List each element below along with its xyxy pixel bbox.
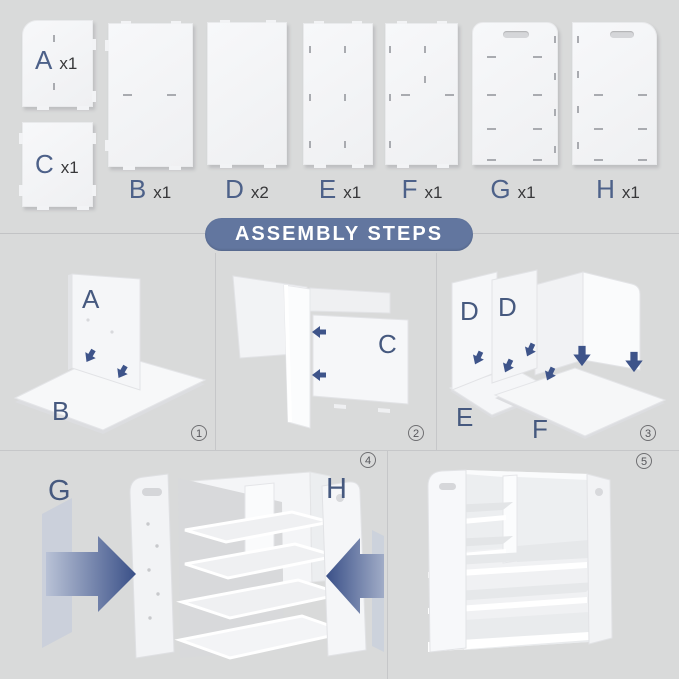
slot-mark: [53, 35, 55, 42]
slot-mark: [309, 46, 311, 53]
slot-mark: [401, 94, 410, 96]
panel-tab: [397, 21, 407, 24]
part-label-b: [129, 176, 171, 202]
panel-tab: [314, 21, 324, 24]
step-number-text: 3: [644, 428, 652, 440]
step-part-letter: E: [456, 402, 474, 432]
corner-assembly-drawing: [535, 272, 640, 375]
part-panel-h: [572, 22, 657, 165]
part-panel-f: [385, 23, 458, 165]
step4-illustration: [30, 452, 384, 679]
part-label-e: [319, 176, 361, 202]
panel-tab: [37, 106, 49, 110]
step-part-letter: A: [82, 284, 100, 314]
step-part-letter: B: [52, 396, 70, 426]
slot-mark: [123, 94, 132, 96]
part-qty: x1: [517, 183, 536, 202]
part-letter: C: [35, 149, 54, 179]
panel-tab: [397, 164, 409, 168]
part-qty: x1: [424, 183, 443, 202]
slot-mark: [594, 94, 603, 96]
step3-illustration: [438, 258, 679, 448]
part-letter: E: [318, 174, 337, 204]
part-label-h: [596, 176, 640, 202]
step-number-text: 4: [364, 455, 372, 467]
part-letter: A: [35, 45, 53, 75]
step-part-letter: D: [460, 296, 479, 326]
slot-mark: [577, 36, 579, 43]
part-panel-g: [472, 22, 558, 165]
grid-divider: [215, 253, 216, 450]
panel-tab: [314, 164, 326, 168]
part-label-c: [35, 151, 79, 177]
step-part-letter: C: [378, 329, 397, 359]
step-part-letter: G: [48, 475, 71, 507]
panel-tab: [105, 40, 109, 51]
step-number-text: 1: [195, 428, 203, 440]
panel-tab: [92, 39, 96, 50]
step2-illustration: [218, 258, 434, 448]
step5-number: [636, 453, 652, 469]
step3-number: [640, 425, 656, 441]
step-number-text: 5: [640, 456, 648, 468]
part-qty: x1: [621, 183, 640, 202]
part-panel-a: [22, 20, 93, 107]
grid-divider: [0, 450, 679, 451]
part-letter: G: [490, 174, 511, 204]
step1-illustration: [8, 258, 213, 448]
panel-tab: [123, 166, 135, 170]
step-part-letter: H: [326, 473, 347, 505]
handle-cutout: [610, 31, 634, 38]
step5-illustration: [390, 452, 679, 679]
panel-tab: [19, 133, 23, 144]
step-part-letter: D: [498, 292, 517, 322]
banner-title: ASSEMBLY STEPS: [234, 223, 444, 245]
step-part-letter: F: [532, 414, 548, 444]
step-number-text: 2: [412, 428, 420, 440]
part-qty: x1: [153, 183, 172, 202]
handle-cutout: [503, 31, 529, 38]
panel-tab: [220, 164, 232, 168]
part-panel-b: [108, 23, 193, 167]
part-label-f: [402, 176, 443, 202]
slot-mark: [487, 56, 496, 58]
part-label-a: [35, 47, 77, 73]
base-e-f-drawing: [450, 368, 665, 439]
part-panel-d: [207, 22, 287, 165]
panel-tab: [92, 133, 96, 144]
grid-divider: [387, 451, 388, 679]
assembly-steps-banner: [205, 218, 473, 251]
part-label-d: [225, 176, 269, 202]
part-qty: x1: [343, 183, 362, 202]
step4-number: [360, 452, 376, 468]
slot-mark: [554, 36, 556, 43]
side-panel-g-drawing: [130, 474, 174, 658]
grid-divider: [436, 253, 437, 450]
part-panel-c: [22, 122, 93, 207]
part-letter: F: [401, 174, 418, 204]
attach-arrow-left: [42, 498, 136, 648]
part-letter: B: [128, 174, 147, 204]
panel-tab: [220, 20, 230, 23]
part-qty: x1: [60, 158, 79, 177]
part-panel-e: [303, 23, 373, 165]
part-letter: H: [596, 174, 615, 204]
step2-number: [408, 425, 424, 441]
panel-tab: [121, 21, 131, 24]
assembled-organizer-drawing: [428, 470, 612, 652]
slot-mark: [389, 46, 391, 53]
step1-number: [191, 425, 207, 441]
part-letter: D: [225, 174, 244, 204]
divider-d-panels-drawing: [452, 270, 537, 390]
part-qty: x2: [250, 183, 269, 202]
part-label-g: [490, 176, 535, 202]
part-qty: x1: [59, 54, 78, 73]
panel-tab: [37, 206, 49, 210]
